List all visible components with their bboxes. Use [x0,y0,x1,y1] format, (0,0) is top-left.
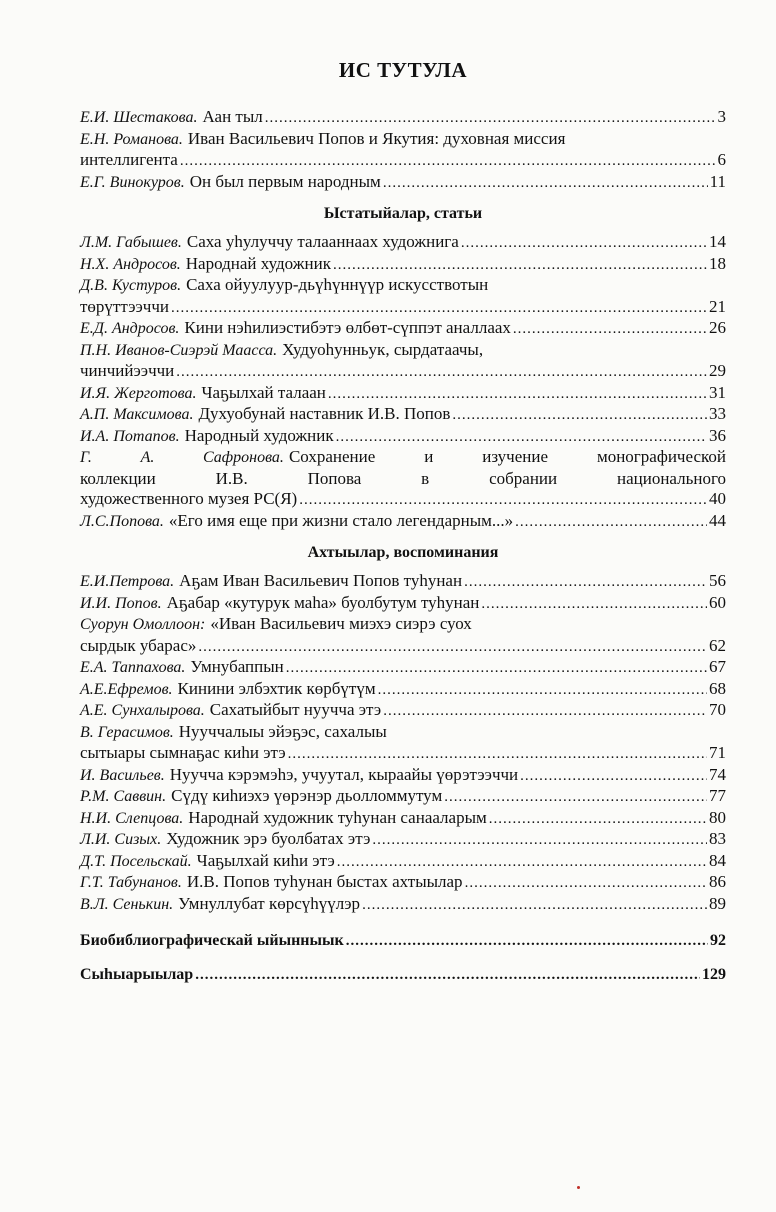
toc-entry-line [80,786,726,808]
toc-entry [80,447,726,511]
toc-title: Худуоһунньук, сырдатаачы, [282,339,484,359]
toc-entry-line [80,404,726,426]
toc-author: Е.Д. Андросов. [80,320,180,337]
toc-entry [80,340,726,383]
dot-leader [520,765,707,787]
toc-page-number: 86 [709,872,726,891]
toc-entry-line [80,851,726,873]
toc-author: И. Васильев. [80,766,165,784]
toc-title: Народный художник [184,425,334,445]
toc-title: художественного музея РС(Я) [80,489,298,508]
dot-leader [489,808,707,830]
toc-title: «Иван Васильевич миэхэ сиэрэ суох [210,614,472,633]
toc-section [80,205,726,532]
toc-title: Умнубаппын [190,657,284,676]
toc-entry [80,700,726,722]
dot-leader [515,511,707,533]
toc-entry-line [80,765,726,787]
toc-title: Чаҕылхай киһи этэ [196,850,335,870]
toc-author: Л.М. Габышев. [80,234,182,251]
toc-entry [80,318,726,340]
dot-leader [336,426,707,448]
toc-entry-line [80,700,726,722]
dot-leader [265,107,716,129]
toc-entry-line [80,150,726,172]
toc-author: Л.С.Попова. [80,512,164,530]
toc-author: Е.Н. Романова. [80,130,183,148]
toc-page-number: 89 [709,893,726,913]
toc-entry-line [80,129,726,151]
toc-author: П.Н. Иванов-Сиэрэй Маасса. [80,341,278,359]
toc-page-number: 33 [709,404,726,423]
toc-entry-line [80,172,726,194]
toc-entry [80,511,726,533]
toc-entry-line [80,511,726,533]
toc-title: Иван Васильевич Попов и Якутия: духовная миссия [187,128,566,148]
toc-entry-line [80,232,726,254]
dot-leader [464,571,707,593]
toc-bold-entry [80,965,726,985]
dot-leader [372,829,707,851]
toc-title: Сыһыарыылар [80,966,194,983]
toc-entry [80,107,726,129]
toc-title: Духуобунай наставник И.В. Попов [198,404,451,423]
dot-leader [299,489,707,511]
dot-leader [180,150,716,172]
toc-author: Е.И.Петрова. [80,573,175,590]
toc-entry [80,254,726,276]
toc-page-number: 6 [717,150,726,169]
toc-page-number: 60 [709,592,726,612]
dot-leader [461,232,707,254]
toc-entry-line [80,426,726,448]
toc-title: Саха ойуулуур-дьүһүннүүр искусствотын [186,275,489,294]
section-heading: Ыстатыйалар, статьи [323,205,483,222]
toc-page-number: 80 [709,807,726,827]
dot-leader [444,786,707,808]
table-of-contents [80,58,726,985]
toc-entry-line [80,489,726,511]
toc-author: Е.А. Таппахова. [80,659,186,676]
toc-author: Д.В. Кустуров. [80,277,182,294]
toc-author: Е.И. Шестакова. [80,109,198,126]
toc-entry-line [80,571,726,593]
toc-author: Г. А. Сафронова. [80,449,284,466]
dot-leader [288,743,707,765]
toc-entry-line [80,894,726,916]
toc-entry [80,404,726,426]
toc-entry [80,872,726,894]
toc-entry [80,383,726,405]
toc-author: Г.Т. Табунанов. [80,874,182,891]
toc-entry-line [80,808,726,830]
dot-leader [286,657,707,679]
dot-leader [383,172,708,194]
toc-section [80,544,726,915]
toc-title: коллекции И.В. Попова в собрании национального [80,468,726,488]
toc-entry-line [80,383,726,405]
section-heading: Ахтыылар, воспоминания [307,544,499,561]
toc-entry-line [80,469,726,490]
toc-page-number: 40 [709,489,726,508]
toc-page-number: 11 [709,171,726,191]
toc-title: Сахатыйбыт нуучча этэ [209,700,382,719]
toc-entry [80,275,726,318]
dot-leader [362,894,707,916]
toc-entry [80,593,726,615]
toc-entry-line [80,340,726,362]
toc-title: Народнай художник туһунан санааларым [188,807,487,827]
toc-page-number: 18 [709,253,726,273]
toc-title: чинчийээччи [80,361,175,380]
toc-entry [80,851,726,873]
toc-author: В. Герасимов. [80,723,174,741]
dot-leader [198,636,707,658]
intro-entries [80,107,726,193]
toc-author: А.П. Максимова. [80,406,194,423]
toc-page-number: 71 [709,743,726,762]
toc-page-number: 56 [709,571,726,590]
closing-entries [80,931,726,985]
toc-page-number: 62 [709,635,726,655]
toc-page-number: 14 [709,232,726,251]
toc-author: И.И. Попов. [80,594,162,612]
toc-title: Аҕам Иван Васильевич Попов туһунан [179,571,463,590]
toc-title: төрүттээччи [80,296,170,316]
toc-entry-line [80,593,726,615]
toc-entry-line [80,679,726,701]
toc-entry-line [80,657,726,679]
dot-leader [333,254,707,276]
toc-title: Чаҕылхай талаан [201,382,326,402]
toc-author: Н.Х. Андросов. [80,255,181,273]
dot-leader [513,318,707,340]
toc-page-number: 83 [709,829,726,848]
toc-entry-line [80,743,726,765]
toc-title: Аан тыл [202,107,263,126]
toc-page-number: 92 [710,932,726,949]
toc-title: Нуучча кэрэмэһэ, учуутал, кыраайы үөрэтээччи [169,764,519,784]
toc-author: Н.И. Слепцова. [80,809,184,827]
toc-author: Суорун Омоллоон: [80,616,206,633]
toc-entry-line [80,829,726,851]
toc-title: Кини нэһилиэстибэтэ өлбөт-сүппэт аналлаах [184,318,511,337]
toc-page-number: 44 [709,510,726,530]
toc-author: А.Е.Ефремов. [80,680,173,698]
toc-author: Д.Т. Посельскай. [80,852,192,870]
toc-page-number: 36 [709,425,726,445]
dot-leader [195,965,700,985]
toc-entry [80,679,726,701]
toc-entry [80,722,726,765]
toc-entry [80,614,726,657]
dot-leader [481,593,707,615]
toc-title: Умнуллубат көрсүһүүлэр [178,893,361,913]
toc-page-number: 74 [709,764,726,784]
toc-entry-line [80,722,726,744]
toc-entry-line [80,318,726,340]
toc-title: сырдык убарас» [80,635,197,655]
dot-leader [465,872,707,894]
toc-entry-line [80,107,726,129]
toc-author: Р.М. Саввин. [80,788,167,805]
toc-title: Саха уһулуччу талааннаах художнига [186,232,459,251]
toc-title: И.В. Попов туһунан быстах ахтыылар [186,872,463,891]
toc-entry-line [80,254,726,276]
toc-entry [80,172,726,194]
toc-author: А.Е. Сунхалырова. [80,702,205,719]
toc-title: Нууччалыы эйэҕэс, сахалыы [178,721,387,741]
toc-entry [80,786,726,808]
toc-page-number: 31 [709,382,726,402]
toc-title: Аҕабар «кутурук маһа» буолбутум туһунан [166,592,480,612]
toc-sections [80,205,726,915]
toc-title: Сохранение и изучение монографической [288,447,726,466]
toc-page-number: 77 [709,786,726,805]
toc-title: Он был первым народным [189,171,381,191]
toc-entry-line [80,447,726,469]
dot-leader [328,383,707,405]
toc-entry [80,894,726,916]
toc-page-number: 84 [709,850,726,870]
toc-title: сытыары сымнаҕас киһи этэ [80,743,286,762]
toc-page-number: 26 [709,318,726,337]
toc-title: «Его имя еще при жизни стало легендарным...» [168,510,514,530]
toc-title: Сүдү киһиэхэ үөрэнэр дьолломмутум [171,786,443,805]
toc-page-number: 29 [709,361,726,380]
toc-page-number: 67 [709,657,726,676]
dot-leader [452,404,707,426]
toc-entry [80,129,726,172]
toc-entry-line [80,614,726,636]
dot-leader [346,931,708,951]
toc-entry [80,426,726,448]
toc-entry-line [80,297,726,319]
toc-page-number: 70 [709,700,726,719]
toc-entry [80,829,726,851]
dot-leader [383,700,707,722]
dot-leader [171,297,707,319]
dot-leader [337,851,707,873]
dot-leader [176,361,707,383]
paper-speck [577,1186,580,1189]
toc-title: интеллигента [80,150,178,169]
toc-author: И.А. Потапов. [80,427,180,445]
toc-entry-line [80,872,726,894]
page-title: ИС ТУТУЛА [338,58,468,82]
toc-title: Художник эрэ буолбатах этэ [166,829,371,848]
toc-entry-line [80,275,726,297]
toc-bold-entry [80,931,726,951]
toc-entry [80,571,726,593]
toc-entry-line [80,636,726,658]
toc-author: В.Л. Сенькин. [80,895,174,913]
toc-entry [80,657,726,679]
toc-author: Л.И. Сизых. [80,831,162,848]
toc-title: Кинини элбэхтик көрбүтүм [177,678,376,698]
toc-entry [80,765,726,787]
toc-page-number: 3 [717,107,726,126]
toc-entry [80,808,726,830]
toc-author: Е.Г. Винокуров. [80,173,185,191]
toc-entry-line [80,361,726,383]
toc-title: Биобиблиографическай ыйынныык [80,932,344,949]
toc-title: Народнай художник [185,253,331,273]
toc-page-number: 68 [709,678,726,698]
toc-author: И.Я. Жерготова. [80,384,197,402]
toc-page-number: 21 [709,296,726,316]
dot-leader [378,679,707,701]
toc-page-number: 129 [702,966,726,983]
toc-entry [80,232,726,254]
